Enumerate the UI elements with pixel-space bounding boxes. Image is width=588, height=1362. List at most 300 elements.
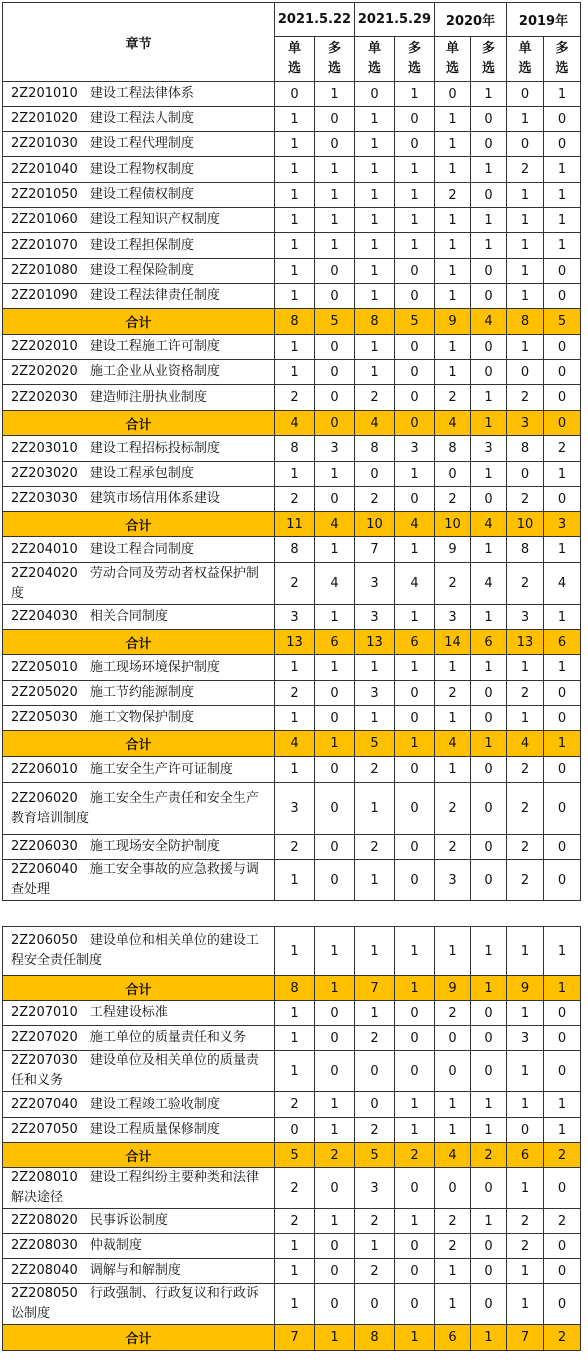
single-choice-count: 1: [435, 927, 471, 976]
single-choice-count: 9: [435, 309, 471, 335]
single-choice-count: 2: [507, 385, 544, 411]
multi-choice-header: 多选: [471, 37, 507, 82]
single-choice-count: 0: [435, 1168, 471, 1209]
chapter-title: 建设工程招标投标制度: [89, 440, 220, 456]
multi-choice-count: 0: [544, 681, 581, 706]
single-choice-count: 2: [435, 783, 471, 835]
subtotal-label: 合计: [3, 1325, 275, 1351]
multi-choice-count: 0: [544, 1284, 581, 1325]
single-choice-count: 1: [275, 183, 315, 208]
subtotal-label: 合计: [3, 976, 275, 1001]
multi-choice-count: 0: [471, 335, 507, 360]
multi-choice-count: 0: [544, 360, 581, 385]
single-choice-count: 6: [435, 1325, 471, 1351]
single-choice-count: 2: [435, 1234, 471, 1259]
multi-choice-count: 0: [471, 757, 507, 783]
multi-choice-count: 1: [471, 731, 507, 757]
single-choice-header: 单选: [275, 37, 315, 82]
multi-choice-count: 1: [395, 1325, 435, 1351]
multi-choice-count: 1: [315, 605, 355, 630]
multi-choice-count: 1: [544, 976, 581, 1001]
single-choice-count: 1: [507, 233, 544, 259]
chapter-title: 民事诉讼制度: [89, 1213, 168, 1228]
subtotal-label: 合计: [3, 309, 275, 335]
table-row: [3, 655, 581, 681]
single-choice-count: 1: [275, 284, 315, 309]
single-choice-count: 1: [507, 284, 544, 309]
subtotal-row: [3, 512, 581, 537]
table-row: [3, 436, 581, 462]
chapter-code: 2Z206050: [11, 933, 78, 948]
chapter-code: 2Z201070: [11, 237, 78, 253]
single-choice-count: 9: [507, 976, 544, 1001]
chapter-cell: [3, 233, 275, 259]
multi-choice-count: 3: [544, 512, 581, 537]
single-choice-count: 2: [435, 681, 471, 706]
single-choice-count: 2: [507, 860, 544, 901]
multi-choice-count: 1: [544, 82, 581, 107]
table-row: [3, 1234, 581, 1259]
chapter-code: 2Z207050: [11, 1122, 78, 1137]
multi-choice-count: 0: [395, 385, 435, 411]
multi-choice-count: 0: [471, 1001, 507, 1026]
single-choice-count: 0: [355, 1051, 395, 1092]
multi-choice-count: 0: [544, 783, 581, 835]
multi-choice-count: 1: [395, 208, 435, 233]
single-choice-count: 2: [275, 1168, 315, 1209]
chapter-code: 2Z201080: [11, 263, 78, 278]
chapter-title: 施工文物保护制度: [89, 710, 194, 725]
multi-choice-count: 1: [471, 605, 507, 630]
multi-choice-count: 0: [471, 783, 507, 835]
multi-choice-count: 0: [471, 259, 507, 284]
single-choice-count: 1: [355, 860, 395, 901]
multi-choice-count: 0: [315, 757, 355, 783]
chapter-title: 施工企业从业资格制度: [89, 364, 220, 379]
single-choice-count: 6: [507, 1143, 544, 1168]
subtotal-row: [3, 411, 581, 436]
chapter-code: 2Z208040: [11, 1263, 78, 1278]
multi-choice-count: 0: [395, 411, 435, 436]
chapter-code: 2Z207010: [11, 1005, 78, 1020]
multi-choice-count: 0: [315, 107, 355, 132]
chapter-title: 建设工程纠纷主要种类和法律解决途径: [11, 1170, 259, 1205]
multi-choice-count: 1: [471, 1092, 507, 1118]
single-choice-count: 0: [507, 360, 544, 385]
table-row: [3, 927, 581, 976]
single-choice-count: 1: [355, 183, 395, 208]
single-choice-count: 3: [355, 1168, 395, 1209]
single-choice-count: 0: [355, 1092, 395, 1118]
multi-choice-count: 0: [471, 1234, 507, 1259]
single-choice-count: 3: [435, 605, 471, 630]
chapter-code: 2Z205030: [11, 710, 78, 725]
single-choice-count: 1: [355, 284, 395, 309]
multi-choice-count: 0: [544, 835, 581, 860]
multi-choice-count: 0: [315, 1001, 355, 1026]
multi-choice-count: 1: [315, 183, 355, 208]
chapter-title: 建设单位和相关单位的建设工程安全责任制度: [11, 933, 259, 968]
chapter-code: 2Z207030: [11, 1053, 78, 1068]
multi-choice-count: 1: [544, 183, 581, 208]
multi-choice-count: 1: [395, 157, 435, 183]
multi-choice-count: 0: [315, 411, 355, 436]
chapter-code: 2Z208050: [11, 1286, 78, 1301]
chapter-code: 2Z204010: [11, 541, 78, 557]
multi-choice-count: 1: [471, 233, 507, 259]
multi-choice-count: 0: [395, 681, 435, 706]
multi-choice-count: 1: [544, 1092, 581, 1118]
single-choice-count: 1: [355, 107, 395, 132]
multi-choice-count: 1: [395, 82, 435, 107]
chapter-title: 施工安全事故的应急救援与调查处理: [11, 862, 259, 897]
single-choice-count: 10: [355, 512, 395, 537]
multi-choice-count: 0: [544, 1259, 581, 1284]
multi-choice-count: 0: [395, 1051, 435, 1092]
multi-choice-count: 0: [315, 132, 355, 157]
multi-choice-count: 1: [395, 233, 435, 259]
multi-choice-count: 2: [471, 1143, 507, 1168]
single-choice-count: 1: [507, 183, 544, 208]
single-choice-count: 1: [435, 335, 471, 360]
year-header: 2019年: [507, 3, 581, 37]
multi-choice-count: 0: [395, 1234, 435, 1259]
chapter-code: 2Z206040: [11, 862, 78, 877]
single-choice-count: 1: [507, 259, 544, 284]
single-choice-count: 1: [435, 132, 471, 157]
table-body: [3, 927, 581, 1351]
chapter-cell: [3, 655, 275, 681]
multi-choice-count: 6: [544, 630, 581, 655]
single-choice-count: 4: [435, 411, 471, 436]
multi-choice-count: 0: [315, 1168, 355, 1209]
multi-choice-count: 1: [471, 82, 507, 107]
chapter-cell: [3, 860, 275, 901]
multi-choice-count: 0: [471, 860, 507, 901]
multi-choice-count: 3: [315, 436, 355, 462]
multi-choice-count: 1: [315, 233, 355, 259]
table-row: [3, 1001, 581, 1026]
multi-choice-count: 6: [315, 630, 355, 655]
multi-choice-count: 2: [544, 1143, 581, 1168]
chapter-title: 建设工程法人制度: [89, 111, 194, 126]
multi-choice-count: 0: [471, 706, 507, 731]
multi-choice-count: 1: [315, 976, 355, 1001]
chapter-title: 施工节约能源制度: [89, 685, 194, 700]
chapter-cell: [3, 1001, 275, 1026]
multi-choice-count: 0: [395, 1259, 435, 1284]
multi-choice-count: 0: [544, 706, 581, 731]
multi-choice-count: 0: [544, 1234, 581, 1259]
subtotal-row: [3, 731, 581, 757]
multi-choice-count: 4: [544, 563, 581, 605]
multi-choice-count: 1: [544, 537, 581, 563]
single-choice-count: 4: [435, 731, 471, 757]
multi-choice-count: 1: [395, 1209, 435, 1234]
chapter-cell: [3, 563, 275, 605]
single-choice-count: 2: [507, 157, 544, 183]
single-choice-count: 14: [435, 630, 471, 655]
single-choice-count: 1: [355, 259, 395, 284]
multi-choice-count: 1: [544, 208, 581, 233]
chapter-code: 2Z202020: [11, 364, 78, 379]
multi-choice-count: 1: [544, 605, 581, 630]
single-choice-count: 1: [507, 1259, 544, 1284]
table-row: [3, 681, 581, 706]
exam-stats-table-part-1: [2, 2, 581, 901]
multi-choice-count: 0: [395, 360, 435, 385]
table-row: [3, 284, 581, 309]
chapter-title: 建设工程保险制度: [89, 263, 194, 278]
single-choice-count: 1: [275, 107, 315, 132]
chapter-title: 建设工程承包制度: [89, 466, 194, 481]
chapter-code: 2Z202010: [11, 339, 78, 354]
single-choice-count: 3: [355, 605, 395, 630]
chapter-title: 建设工程担保制度: [89, 237, 194, 253]
subtotal-label: 合计: [3, 630, 275, 655]
single-choice-count: 7: [275, 1325, 315, 1351]
single-choice-count: 4: [275, 731, 315, 757]
multi-choice-count: 1: [471, 976, 507, 1001]
single-choice-count: 1: [355, 655, 395, 681]
multi-choice-count: 0: [395, 487, 435, 512]
single-choice-count: 1: [507, 1001, 544, 1026]
single-choice-count: 1: [435, 208, 471, 233]
chapter-title: 施工现场环境保护制度: [89, 659, 220, 675]
multi-choice-count: 1: [471, 462, 507, 487]
single-choice-count: 4: [435, 1143, 471, 1168]
year-header: 2021.5.29: [355, 3, 435, 37]
chapter-title: 建设工程法律责任制度: [89, 288, 220, 303]
single-choice-count: 1: [507, 706, 544, 731]
multi-choice-count: 1: [544, 927, 581, 976]
chapter-cell: [3, 537, 275, 563]
table-row: [3, 757, 581, 783]
multi-choice-count: 1: [395, 183, 435, 208]
single-choice-count: 8: [507, 537, 544, 563]
single-choice-count: 1: [275, 1284, 315, 1325]
multi-choice-count: 0: [544, 1001, 581, 1026]
single-choice-count: 2: [275, 1209, 315, 1234]
multi-choice-count: 3: [395, 436, 435, 462]
multi-choice-count: 0: [395, 1168, 435, 1209]
multi-choice-count: 0: [471, 284, 507, 309]
multi-choice-count: 0: [315, 385, 355, 411]
multi-choice-count: 1: [315, 1118, 355, 1143]
single-choice-header: 单选: [507, 37, 544, 82]
table-row: [3, 605, 581, 630]
single-choice-count: 1: [275, 335, 315, 360]
single-choice-count: 2: [507, 681, 544, 706]
multi-choice-count: 0: [315, 1234, 355, 1259]
single-choice-count: 0: [435, 1051, 471, 1092]
chapter-cell: [3, 107, 275, 132]
multi-choice-count: 4: [471, 512, 507, 537]
multi-choice-count: 0: [471, 360, 507, 385]
chapter-code: 2Z201090: [11, 288, 78, 303]
single-choice-count: 1: [507, 208, 544, 233]
chapter-title: 建设工程合同制度: [89, 541, 194, 557]
chapter-code: 2Z206030: [11, 839, 78, 854]
multi-choice-count: 0: [471, 107, 507, 132]
table-row: [3, 233, 581, 259]
chapter-cell: [3, 783, 275, 835]
table-row: [3, 208, 581, 233]
single-choice-count: 8: [275, 436, 315, 462]
chapter-code: 2Z201030: [11, 136, 78, 151]
table-row: [3, 462, 581, 487]
single-choice-count: 8: [355, 436, 395, 462]
multi-choice-count: 1: [315, 462, 355, 487]
year-header: 2020年: [435, 3, 507, 37]
chapter-cell: [3, 360, 275, 385]
multi-choice-count: 0: [471, 1026, 507, 1051]
chapter-title: 建设单位及相关单位的质量责任和义务: [11, 1053, 259, 1088]
multi-choice-count: 1: [395, 1092, 435, 1118]
single-choice-count: 1: [435, 757, 471, 783]
single-choice-count: 10: [507, 512, 544, 537]
single-choice-count: 13: [275, 630, 315, 655]
single-choice-count: 1: [355, 233, 395, 259]
multi-choice-count: 1: [315, 1209, 355, 1234]
single-choice-count: 1: [435, 1118, 471, 1143]
single-choice-count: 1: [355, 1001, 395, 1026]
multi-choice-count: 0: [544, 385, 581, 411]
chapter-code: 2Z204030: [11, 609, 78, 624]
single-choice-count: 2: [435, 385, 471, 411]
single-choice-count: 1: [435, 655, 471, 681]
chapter-code: 2Z204020: [11, 565, 78, 581]
single-choice-count: 1: [435, 706, 471, 731]
multi-choice-count: 0: [544, 259, 581, 284]
single-choice-count: 1: [507, 335, 544, 360]
multi-choice-count: 1: [315, 655, 355, 681]
single-choice-count: 2: [507, 487, 544, 512]
multi-choice-count: 0: [395, 1001, 435, 1026]
subtotal-label: 合计: [3, 1143, 275, 1168]
single-choice-count: 5: [275, 1143, 315, 1168]
chapter-title: 行政强制、行政复议和行政诉讼制度: [11, 1286, 259, 1321]
chapter-cell: [3, 335, 275, 360]
subtotal-row: [3, 630, 581, 655]
single-choice-count: 2: [507, 783, 544, 835]
single-choice-count: 5: [355, 731, 395, 757]
multi-choice-count: 0: [544, 860, 581, 901]
single-choice-count: 3: [507, 605, 544, 630]
single-choice-count: 0: [435, 82, 471, 107]
multi-choice-count: 0: [395, 259, 435, 284]
chapter-code: 2Z201060: [11, 212, 78, 227]
multi-choice-count: 1: [315, 1092, 355, 1118]
single-choice-count: 8: [275, 537, 315, 563]
single-choice-count: 1: [275, 1026, 315, 1051]
single-choice-count: 9: [435, 537, 471, 563]
single-choice-count: 2: [507, 1234, 544, 1259]
multi-choice-count: 1: [544, 1118, 581, 1143]
multi-choice-count: 4: [315, 563, 355, 605]
single-choice-count: 1: [435, 107, 471, 132]
chapter-cell: [3, 1051, 275, 1092]
single-choice-count: 1: [507, 655, 544, 681]
multi-choice-count: 1: [315, 731, 355, 757]
multi-choice-count: 1: [471, 411, 507, 436]
multi-choice-count: 1: [471, 1209, 507, 1234]
chapter-title: 调解与和解制度: [89, 1263, 181, 1278]
multi-choice-count: 0: [471, 1284, 507, 1325]
multi-choice-count: 0: [544, 1026, 581, 1051]
chapter-cell: [3, 284, 275, 309]
single-choice-count: 1: [275, 1234, 315, 1259]
multi-choice-count: 1: [471, 537, 507, 563]
single-choice-count: 1: [435, 1284, 471, 1325]
single-choice-count: 0: [507, 462, 544, 487]
single-choice-count: 8: [435, 436, 471, 462]
chapter-cell: [3, 1092, 275, 1118]
subtotal-row: [3, 976, 581, 1001]
subtotal-label: 合计: [3, 512, 275, 537]
table-row: [3, 259, 581, 284]
single-choice-count: 2: [435, 1001, 471, 1026]
single-choice-count: 0: [435, 1026, 471, 1051]
table-row: [3, 1051, 581, 1092]
chapter-cell: [3, 157, 275, 183]
table-row: [3, 335, 581, 360]
single-choice-count: 7: [507, 1325, 544, 1351]
single-choice-count: 1: [355, 132, 395, 157]
multi-choice-count: 0: [471, 835, 507, 860]
chapter-cell: [3, 132, 275, 157]
chapter-title: 建设工程代理制度: [89, 136, 194, 151]
multi-choice-count: 1: [395, 731, 435, 757]
single-choice-count: 1: [275, 655, 315, 681]
single-choice-count: 2: [507, 757, 544, 783]
multi-choice-count: 1: [395, 1118, 435, 1143]
single-choice-count: 8: [507, 436, 544, 462]
single-choice-count: 1: [275, 259, 315, 284]
single-choice-count: 1: [435, 233, 471, 259]
subtotal-row: [3, 1325, 581, 1351]
chapter-cell: [3, 436, 275, 462]
table-row: [3, 1284, 581, 1325]
chapter-cell: [3, 385, 275, 411]
chapter-title: 建设工程法律体系: [89, 86, 194, 101]
single-choice-count: 1: [275, 233, 315, 259]
chapter-code: 2Z208020: [11, 1213, 78, 1228]
multi-choice-count: 0: [315, 1051, 355, 1092]
chapter-cell: [3, 1118, 275, 1143]
chapter-cell: [3, 835, 275, 860]
chapter-cell: [3, 82, 275, 107]
subtotal-row: [3, 309, 581, 335]
multi-choice-count: 2: [544, 1325, 581, 1351]
chapter-code: 2Z203030: [11, 491, 78, 506]
chapter-code: 2Z205010: [11, 659, 78, 675]
single-choice-count: 2: [355, 487, 395, 512]
single-choice-count: 2: [275, 681, 315, 706]
single-choice-count: 1: [355, 927, 395, 976]
table-row: [3, 1259, 581, 1284]
single-choice-count: 3: [435, 860, 471, 901]
multi-choice-count: 5: [544, 309, 581, 335]
single-choice-count: 1: [435, 1259, 471, 1284]
chapter-title: 建造师注册执业制度: [89, 389, 207, 405]
chapter-cell: [3, 927, 275, 976]
single-choice-count: 1: [355, 208, 395, 233]
multi-choice-count: 0: [471, 1168, 507, 1209]
subtotal-label: 合计: [3, 731, 275, 757]
single-choice-header: 单选: [355, 37, 395, 82]
chapter-code: 2Z207040: [11, 1096, 78, 1112]
